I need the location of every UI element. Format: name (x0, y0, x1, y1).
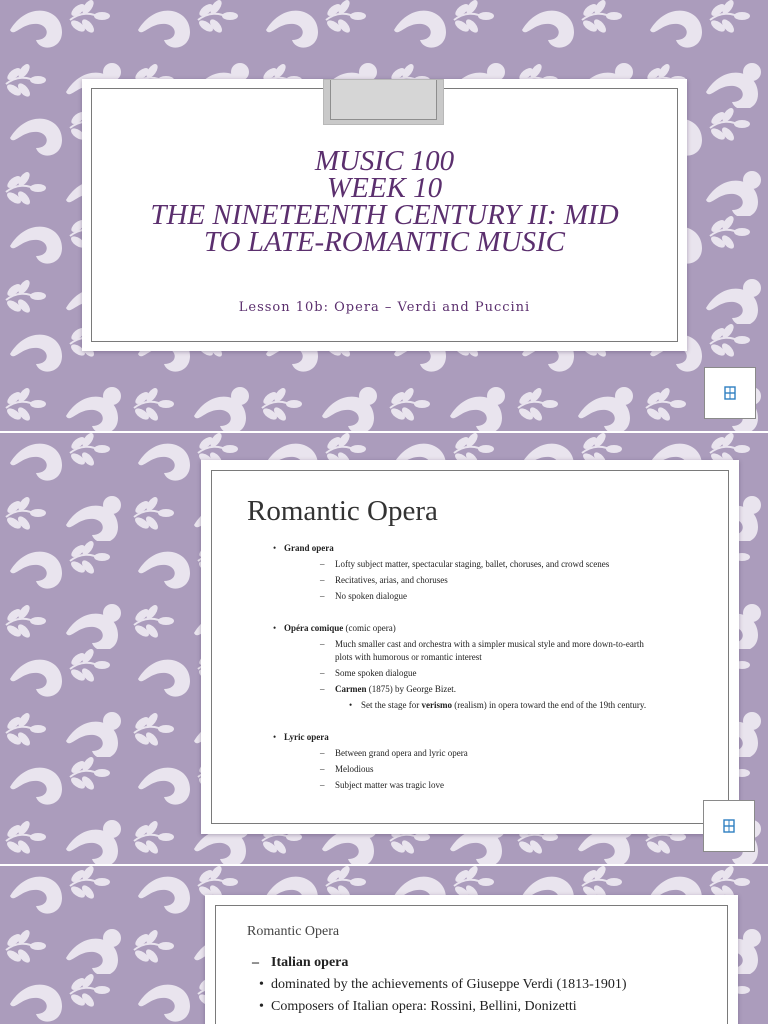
dash: – (320, 780, 325, 790)
slide-2 (0, 433, 768, 864)
slide-1-nav-button[interactable] (704, 367, 756, 419)
lyric-item-1: Between grand opera and lyric opera (335, 748, 468, 758)
slide-1-title (92, 145, 677, 258)
dash: – (320, 684, 325, 694)
lyric-opera-label: Lyric opera (284, 732, 329, 742)
title-card-tab-inner (330, 80, 437, 120)
grand-opera-label: Grand opera (284, 543, 334, 553)
film-strip-icon (724, 386, 736, 400)
bullet-dot: • (259, 977, 264, 992)
slide-3-bullet-2: Composers of Italian opera: Rossini, Bellini, Donizetti (271, 999, 577, 1014)
grand-item-2: Recitatives, arias, and choruses (335, 575, 448, 585)
grand-item-3: No spoken dialogue (335, 591, 407, 601)
slide-3 (0, 866, 768, 1024)
carmen-label: Carmen (335, 684, 367, 694)
verismo-term: verismo (421, 700, 452, 710)
verismo-suffix: (realism) in opera toward the end of the 19th century. (451, 700, 647, 710)
comique-item-1-line-1: Much smaller cast and orchestra with a simpler musical style and more down-to-earth (335, 639, 644, 649)
verismo-prefix: Set the stage for (361, 700, 422, 710)
bullet-dot: • (273, 623, 277, 633)
slide-1 (0, 0, 768, 431)
slide-3-title: Romantic Opera (247, 924, 340, 939)
slide-1-subtitle: Lesson 10b: Opera – Verdi and Puccini (238, 300, 531, 315)
dash: – (320, 575, 325, 585)
bullet-dot: • (273, 732, 277, 742)
dash: – (320, 764, 325, 774)
slide-2-nav-button[interactable] (703, 800, 755, 852)
title-card-tab (323, 79, 444, 125)
carmen-line (335, 684, 456, 695)
title-line-3: THE NINETEENTH CENTURY II: MID (150, 199, 619, 231)
dash: – (320, 639, 325, 649)
dash: – (320, 748, 325, 758)
slide-3-bullet-1: dominated by the achievements of Giuseppe Verdi (1813-1901) (271, 977, 627, 992)
lyric-item-3: Subject matter was tragic love (335, 780, 444, 790)
dash: – (320, 559, 325, 569)
bullet-dot: • (349, 700, 353, 710)
comique-label: Opéra comique (284, 623, 344, 633)
title-line-2: WEEK 10 (326, 172, 443, 204)
bullet-dot: • (273, 543, 277, 553)
slide-2-body (0, 433, 768, 864)
grand-item-1: Lofty subject matter, spectacular staging, ballet, choruses, and crowd scenes (335, 559, 610, 569)
lyric-item-2: Melodious (335, 764, 374, 774)
comique-line (284, 623, 396, 634)
title-line-4: TO LATE-ROMANTIC MUSIC (204, 226, 565, 258)
dash: – (320, 668, 325, 678)
dash: – (252, 955, 259, 970)
bullet-dot: • (259, 999, 264, 1014)
verismo-line (361, 700, 646, 711)
slide-2-title: Romantic Opera (247, 495, 438, 527)
italian-opera-heading: Italian opera (271, 955, 349, 970)
dash: – (320, 591, 325, 601)
title-line-1: MUSIC 100 (314, 145, 455, 177)
comique-suffix: (comic opera) (343, 623, 396, 633)
carmen-suffix: (1875) by George Bizet. (366, 684, 457, 694)
film-strip-icon (723, 819, 735, 833)
comique-item-1-line-2: plots with humorous or romantic interest (335, 652, 482, 662)
comique-item-2: Some spoken dialogue (335, 668, 417, 678)
